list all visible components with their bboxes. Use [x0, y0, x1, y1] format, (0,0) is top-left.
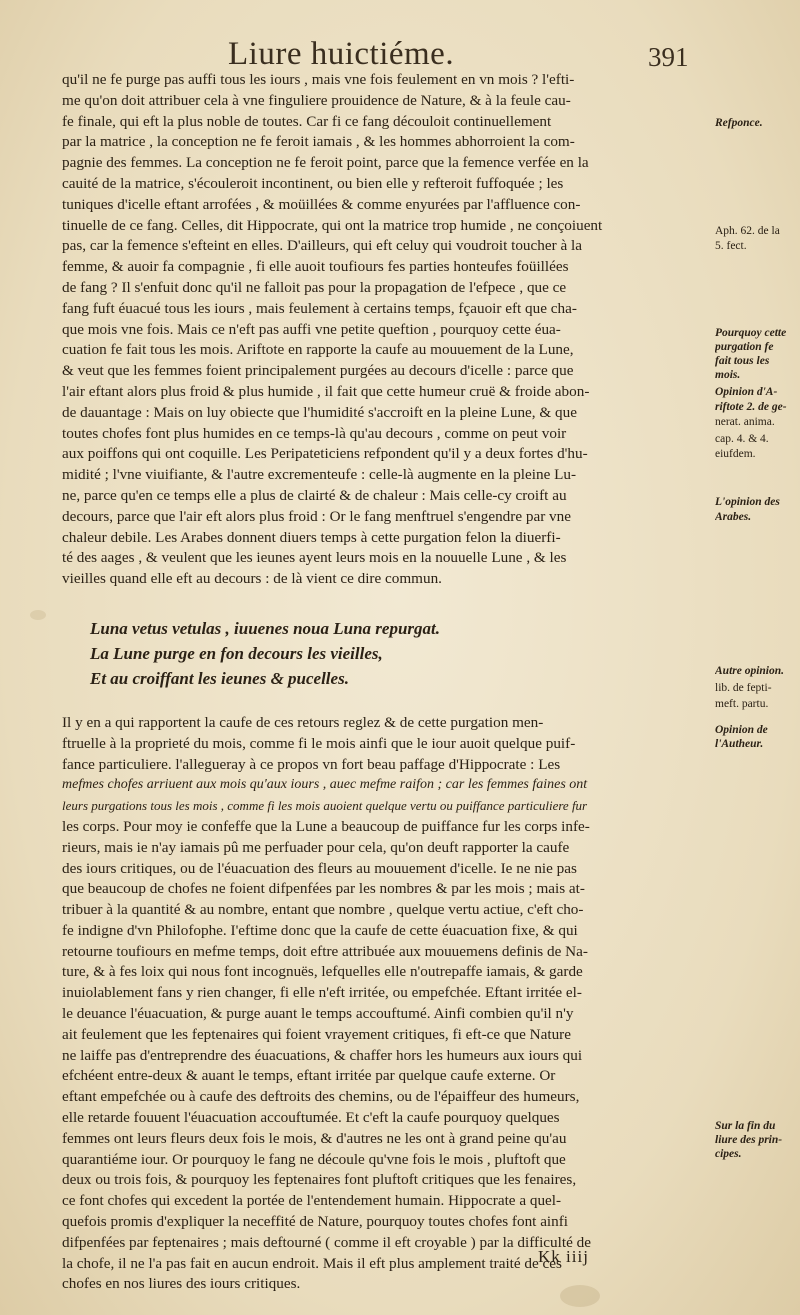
body-line: de fang ? Il s'enfuit donc qu'il ne falloit pas pour la propagation de l'efpece , que ce: [62, 278, 567, 296]
body-line: fe finale, qui eft la plus noble de toutes. Car fi ce fang découloit continuellement: [62, 112, 552, 130]
margin-note: riftote 2. de ge-: [715, 401, 787, 413]
body-line: le deuance l'éuacuation, & purge auant le temps accouftumé. Ainfi combien qu'il n'y: [62, 1005, 574, 1023]
body-line: femmes ont leurs fleurs deux fois le mois, & d'autres ne les ont à grand peine qu'au: [62, 1129, 567, 1147]
body-line: quarantiéme iour. Or pourquoy le fang ne découle qu'vne fois le mois , pluftoft que: [62, 1150, 566, 1168]
body-line: aux poiffons qui ont coquille. Les Peripateticiens refpondent qu'il y a deux fortes d'hu-: [62, 445, 588, 463]
body-line: decours, parce que l'air eft alors plus froid : Or le fang menftruel s'engendre par vne: [62, 507, 571, 525]
margin-note: meft. partu.: [715, 698, 769, 710]
body-line: ne laiffe pas d'entreprendre des éuacuations, & chaffer hors les humeurs aux iours qui: [62, 1046, 583, 1064]
body-line: pas, car la femence s'efteint en elles. D'ailleurs, qui eft celuy qui voudroit toucher à la: [62, 237, 582, 255]
margin-note: Autre opinion.: [715, 665, 785, 677]
margin-note: l'Autheur.: [715, 738, 764, 750]
margin-note: fait tous les: [715, 355, 770, 367]
margin-note: Refponce.: [715, 117, 763, 129]
body-line: eftant empefchée ou à caufe des deftroits des chemins, ou de l'épaiffeur des humeurs,: [62, 1088, 580, 1106]
body-line: cuation fe fait tous les mois. Ariftote en rapporte la caufe au mouuement de la Lune,: [62, 341, 574, 359]
margin-note: Arabes.: [715, 511, 752, 523]
body-line: me qu'on doit attribuer cela à vne finguliere prouidence de Nature, & à la feule cau-: [62, 91, 571, 109]
paper-stain: [30, 610, 46, 620]
body-line: que mois vne fois. Mais ce n'eft pas auffi vne petite queftion , pourquoy cette éua-: [62, 320, 561, 338]
body-line: fance particuliere. l'allegueray à ce propos vn fort beau paffage d'Hippocrate : Les: [62, 755, 561, 773]
margin-note: nerat. anima.: [715, 416, 775, 428]
body-line: té des aages , & veulent que les ieunes ayent leurs mois en la nouuelle Lune , & les: [62, 549, 567, 567]
body-line: rieurs, mais ie n'ay iamais pû me perfuader pour cela, qu'on deuft rapporter la caufe: [62, 838, 570, 856]
running-title: Liure huictiéme.: [228, 36, 455, 72]
body-line: fe indigne d'vn Philofophe. I'eftime donc que la caufe de cette éuacuation fixe, & qui: [62, 921, 578, 939]
body-line: tinuelle de ce fang. Celles, dit Hippocrate, qui ont la matrice trop humide , ne conçoiuent: [62, 216, 603, 234]
body-line: leurs purgations tous les mois , comme fi les mois auoient quelque vertu ou puiffance particuliere fur: [62, 798, 588, 814]
body-line: cauité de la matrice, s'écouleroit incontinent, ou bien elle y refteroit fuffoquée ; les: [62, 174, 564, 192]
body-line: ce font chofes qui excedent la portée de l'entendement humain. Hippocrate a quel-: [62, 1192, 562, 1210]
body-line: pagnie des femmes. La conception ne fe feroit point, parce que la femence verfée en la: [62, 154, 589, 172]
french-verse-line: Et au croiffant les ieunes & pucelles.: [90, 668, 349, 688]
margin-note: cipes.: [715, 1148, 742, 1160]
body-line: la chofe, il ne l'a pas fait en aucun endroit. Mais il eft plus amplement traité de ces: [62, 1254, 562, 1272]
body-line: ftruelle à la proprieté du mois, comme fi le mois ainfi que le iour auoit quelque puif-: [62, 734, 576, 752]
margin-note: Opinion d'A-: [715, 386, 778, 398]
body-line: des iours critiques, ou de l'éuacuation des fleurs au mouuement d'icelle. Ie ne nie pas: [62, 859, 577, 877]
body-line: & veut que les femmes foient principalement purgées au decours d'icelle : parce que: [62, 362, 574, 380]
page-number: 391: [648, 42, 689, 72]
body-line: ait feulement que les feptenaires qui foient vrayement critiques, fi eft-ce que Nature: [62, 1025, 571, 1043]
body-line: de dauantage : Mais on luy obiecte que l'humidité s'accroift en la pleine Lune, & que: [62, 403, 577, 421]
body-line: les corps. Pour moy ie confeffe que la Lune a beaucoup de puiffance fur les corps infe-: [62, 817, 590, 835]
body-line: vieilles quand elle eft au decours : de là vient ce dire commun.: [62, 570, 442, 588]
body-line: inuiolablement fans y rien changer, fi elle n'eft irritée, ou empefchée. Eftant irritée el-: [62, 984, 582, 1002]
margin-note: mois.: [715, 369, 741, 381]
french-verse-line: La Lune purge en fon decours les vieilles,: [90, 643, 383, 663]
body-line: mefmes chofes arriuent aux mois qu'aux iours , auec mefme raifon ; car les femmes faines ont: [62, 777, 588, 793]
margin-note: Pourquoy cette: [715, 327, 787, 339]
body-line: l'air eftant alors plus froid & plus humide , il fait que cette humeur cruë & froide abon-: [62, 382, 590, 400]
margin-note: liure des prin-: [715, 1134, 783, 1146]
body-line: tuniques d'icelle eftant arrofées , & moüillées & comme enyurées par l'affluence con-: [62, 195, 581, 213]
body-line: chaleur debile. Les Arabes donnent diuers temps à cette purgation felon la diuerfi-: [62, 528, 561, 546]
body-line: difpenfées par feptenaires ; mais deftourné ( comme il eft croyable ) par la difficulté de: [62, 1233, 591, 1251]
margin-note: Sur la fin du: [715, 1120, 776, 1132]
body-line: tribuer à la quantité & au nombre, entant que nombre , quelque vertu actiue, c'eft cho-: [62, 901, 584, 919]
body-line: ne, parce qu'en ce temps elle a plus de clairté & de chaleur : Mais celle-cy croift au: [62, 486, 567, 504]
body-line: efchéent entre-deux & auant le temps, eftant irritée par quelque caufe externe. Or: [62, 1067, 556, 1085]
margin-note: purgation fe: [715, 341, 774, 353]
margin-note: Opinion de: [715, 724, 768, 736]
body-line: elle retarde fouuent l'éuacuation accouftumée. Et c'eft la caufe pourquoy quelques: [62, 1109, 560, 1127]
body-line: ture, & à fes loix qui nous font incognuës, lefquelles elle n'outrepaffe iamais, & garde: [62, 963, 583, 981]
body-line: par la matrice , la conception ne fe feroit iamais , & les hommes abhorroient la com-: [62, 133, 575, 151]
body-line: deux ou trois fois, & pourquoy les feptenaires font pluftoft critiques que les fenaires,: [62, 1171, 577, 1189]
body-line: retourne toufiours en mefme temps, doit eftre attribuée aux mouuemens definis de Na-: [62, 942, 588, 960]
margin-note: 5. fect.: [715, 240, 747, 252]
body-line: que beaucoup de chofes ne foient difpenfées par les nombres & par les mois ; mais at-: [62, 880, 585, 898]
body-line: midité ; l'vne viuifiante, & l'autre excrementeufe : celle-là augmente en la pleine Lu-: [62, 466, 577, 484]
body-line: qu'il ne fe purge pas auffi tous les iours , mais vne fois feulement en vn mois ? l'efti-: [62, 71, 575, 88]
latin-proverb: Luna vetus vetulas , iuuenes noua Luna repurgat.: [90, 618, 440, 638]
margin-note: Aph. 62. de la: [715, 225, 780, 237]
margin-note: cap. 4. & 4.: [715, 433, 769, 445]
body-line: Il y en a qui rapportent la caufe de ces retours reglez & de cette purgation men-: [62, 713, 544, 731]
body-line: fang fuft éuacué tous les iours , mais feulement à certains temps, fçauoir eft que cha-: [62, 299, 577, 317]
body-line: femme, & auoir fa compagnie , fi elle auoit toufiours fes parties honteufes foüillées: [62, 258, 569, 276]
signature-mark: Kk iiij: [538, 1247, 589, 1266]
main-text-block: [62, 70, 712, 1295]
body-line: chofes en nos liures des iours critiques.: [62, 1275, 301, 1293]
margin-note: eiufdem.: [715, 448, 756, 460]
body-line: toutes chofes font plus humides en ce temps-là qu'au decours , comme on peut voir: [62, 424, 567, 442]
margin-note: L'opinion des: [715, 496, 780, 508]
body-line: quefois promis d'expliquer la neceffité de Nature, pourquoy toutes chofes font ainfi: [62, 1213, 569, 1231]
margin-note: lib. de fepti-: [715, 682, 772, 694]
